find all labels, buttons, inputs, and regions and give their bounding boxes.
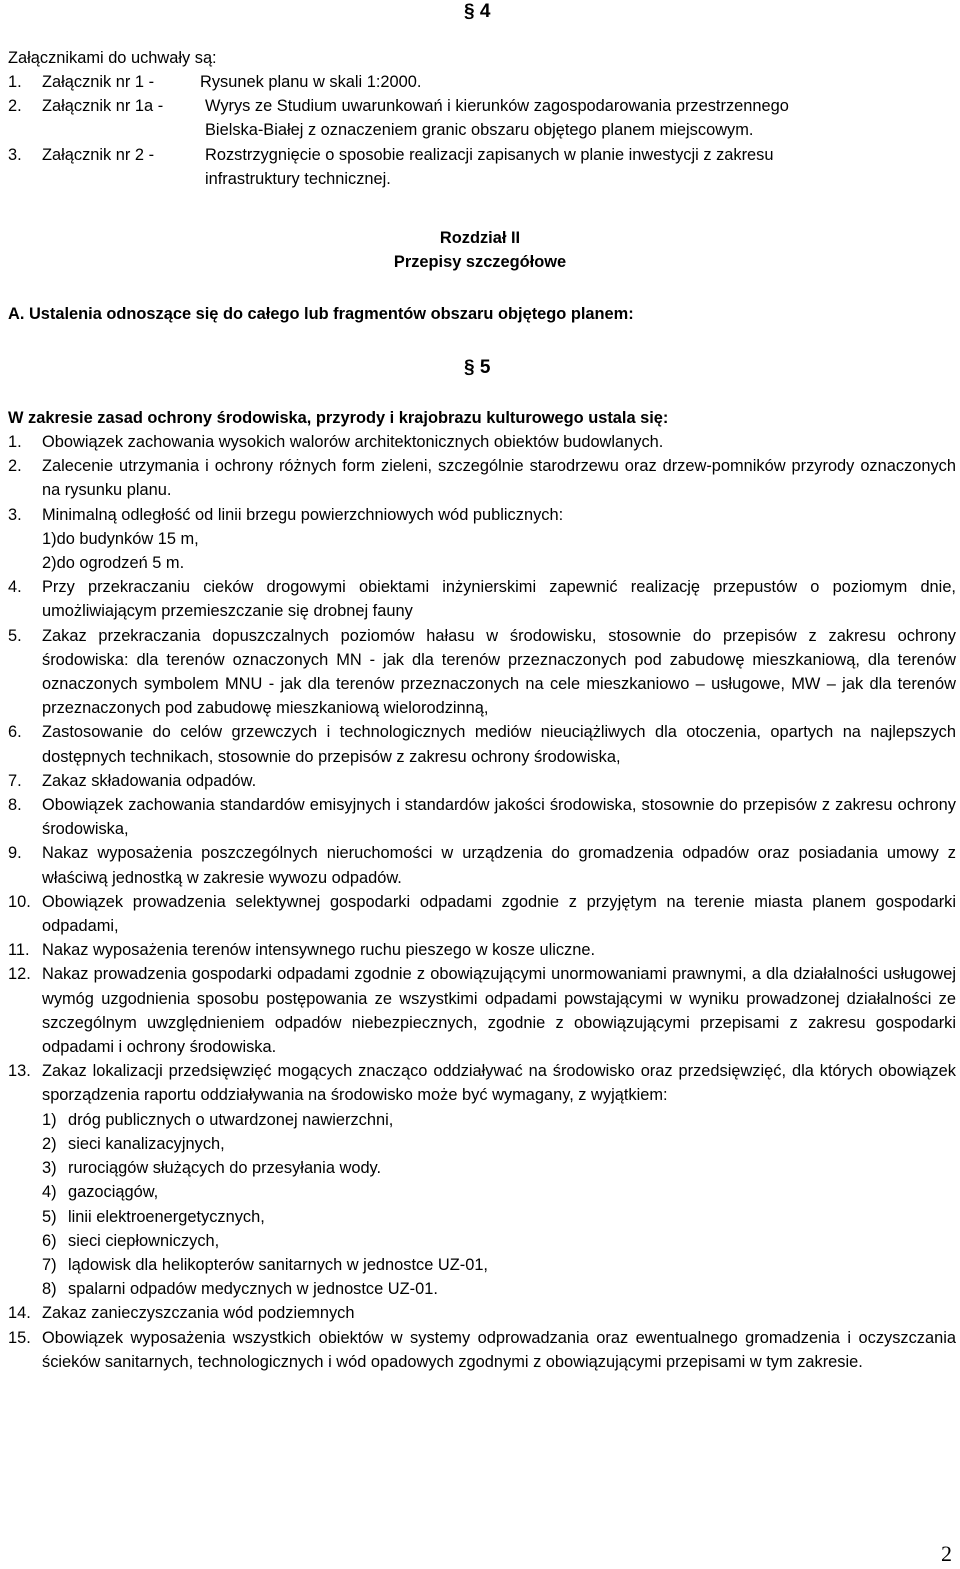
- attachment-item: [8, 70, 956, 94]
- item-text: Obowiązek wyposażenia wszystkich obiektów w systemy odprowadzania oraz ewentualnego gromadzenia i oczyszczania ścieków sanitarnych, technologicznych i wód opadowych zgodnymi z obowiązującymi przepisami w tym zakresie.: [42, 1328, 956, 1371]
- sub-item-number: 1): [42, 1110, 57, 1129]
- sub-item-text: sieci kanalizacyjnych,: [68, 1134, 225, 1153]
- item-number: 3.: [8, 505, 22, 524]
- sub-item-text: sieci ciepłowniczych,: [68, 1231, 220, 1250]
- attachment-item: [8, 143, 956, 191]
- item-number: 7.: [8, 771, 22, 790]
- sub-item-number: 5): [42, 1207, 57, 1226]
- item-number: 15.: [8, 1328, 31, 1347]
- attachment-label: Załącznik nr 1a -: [42, 97, 164, 116]
- sub-item-number: 2): [42, 554, 57, 573]
- item-text: Zalecenie utrzymania i ochrony różnych form zieleni, szczególnie starodrzewu oraz drzew-pomników przyrody oznaczonych na rysunku planu.: [42, 457, 956, 500]
- chapter-subtitle: Przepisy szczegółowe: [393, 253, 567, 271]
- list-item: [8, 624, 956, 721]
- item-number: 2.: [8, 457, 22, 476]
- sub-item-text: do budynków 15 m,: [56, 529, 199, 548]
- sub-item: [42, 1108, 956, 1132]
- chapter-title: Rozdział II: [439, 229, 521, 247]
- attachment-number: 3.: [8, 145, 22, 164]
- list-item: [8, 1301, 956, 1325]
- attachments-intro: Załącznikami do uchwały są:: [8, 49, 217, 67]
- list-item: [8, 1326, 956, 1374]
- sub-item-number: 6): [42, 1231, 57, 1250]
- list-item: [8, 938, 956, 962]
- sub-item-number: 7): [42, 1255, 57, 1274]
- item-text: Zastosowanie do celów grzewczych i technologicznych mediów nieuciążliwych dla otoczenia, opartych na najlepszych dostępnych technikach, stosownie do przepisów z zakresu ochrony środowiska,: [42, 723, 956, 766]
- sub-item-number: 1): [42, 529, 57, 548]
- sub-item-number: 4): [42, 1183, 57, 1202]
- item-text: Obowiązek prowadzenia selektywnej gospodarki odpadami zgodnie z przyjętym na terenie miasta planem gospodarki odpadami,: [42, 892, 956, 936]
- sub-item-text: dróg publicznych o utwardzonej nawierzchni,: [68, 1110, 394, 1129]
- attachment-number: 1.: [8, 73, 22, 91]
- list-item: [8, 430, 956, 454]
- attachment-number: 2.: [8, 97, 22, 116]
- item-number: 4.: [8, 578, 22, 597]
- list-item: [8, 841, 956, 889]
- item-number: 1.: [8, 433, 22, 451]
- item-number: 8.: [8, 796, 22, 815]
- sub-item: [42, 1156, 956, 1180]
- item-text: Nakaz wyposażenia terenów intensywnego ruchu pieszego w kosze uliczne.: [42, 941, 596, 960]
- attachment-label: Załącznik nr 2 -: [42, 145, 155, 164]
- item-number: 6.: [8, 723, 22, 742]
- sub-item: [42, 527, 956, 551]
- sub-item-text: rurociągów służących do przesyłania wody.: [68, 1159, 382, 1178]
- sub-item-text: lądowisk dla helikopterów sanitarnych w jednostce UZ-01,: [68, 1255, 488, 1274]
- list-item: [8, 503, 956, 576]
- section-5-heading: § 5: [464, 357, 491, 378]
- page-number: 2: [941, 1541, 952, 1566]
- sub-item: [42, 1180, 956, 1204]
- sub-item-text: gazociągów,: [68, 1183, 159, 1202]
- attachment-text: Rozstrzygnięcie o sposobie realizacji zapisanych w planie inwestycji z zakresu: [205, 145, 774, 164]
- part-a-heading: A. Ustalenia odnoszące się do całego lub fragmentów obszaru objętego planem:: [8, 305, 634, 323]
- sub-item-number: 3): [42, 1159, 57, 1178]
- list-item: [8, 454, 956, 502]
- attachment-item: [8, 94, 956, 142]
- item-text: Zakaz przekraczania dopuszczalnych poziomów hałasu w środowisku, stosownie do przepisów z zakresu ochrony środowiska: dla terenów oznaczonych MN - jak dla terenów przeznaczonych pod zabudowę mieszkaniową, dla terenów oznaczonych symbolem MNU - jak dla terenów przeznaczonych na cele mieszkaniowo – usługowe, MW – jak dla terenów przeznaczonych pod zabudowę mieszkaniową wielorodzinną,: [42, 626, 956, 718]
- sub-item-text: do ogrodzeń 5 m.: [56, 554, 185, 573]
- attachment-text-continued: infrastruktury technicznej.: [205, 169, 391, 188]
- item-number: 9.: [8, 844, 22, 863]
- list-item: [8, 962, 956, 1059]
- sub-item-number: 8): [42, 1280, 57, 1299]
- item-text: Zakaz lokalizacji przedsięwzięć mogących znacząco oddziaływać na środowisko oraz przedsięwzięć, dla których obowiązek sporządzenia raportu oddziaływania na środowisko może być wymagany, z wyjątkiem:: [42, 1062, 956, 1105]
- attachment-label: Załącznik nr 1 -: [42, 73, 155, 91]
- item-number: 5.: [8, 626, 22, 645]
- item-number: 14.: [8, 1304, 31, 1323]
- section-5-list: [8, 430, 956, 1374]
- section-5-intro: W zakresie zasad ochrony środowiska, przyrody i krajobrazu kulturowego ustala się:: [8, 409, 669, 427]
- sub-item-text: spalarni odpadów medycznych w jednostce UZ-01.: [68, 1280, 438, 1299]
- sub-item: [42, 1253, 956, 1277]
- list-item: [8, 890, 956, 938]
- item-text: Przy przekraczaniu cieków drogowymi obiektami inżynierskimi zapewnić realizację przepustów o poziomym dnie, umożliwiającym przemieszczanie się drobnej fauny: [42, 578, 956, 621]
- item-text: Zakaz zanieczyszczania wód podziemnych: [42, 1304, 355, 1323]
- list-item: [8, 769, 956, 793]
- item-number: 11.: [8, 941, 30, 960]
- item-number: 12.: [8, 965, 31, 984]
- item-text: Nakaz wyposażenia poszczególnych nieruchomości w urządzenia do gromadzenia odpadów oraz posiadania umowy z właściwą jednostką w zakresie wywozu odpadów.: [42, 844, 956, 887]
- item-text: Minimalną odległość od linii brzegu powierzchniowych wód publicznych:: [42, 505, 564, 524]
- item-text: Nakaz prowadzenia gospodarki odpadami zgodnie z obowiązującymi unormowaniami prawnymi, a dla działalności usługowej wymóg uzgodnienia sposobu postępowania ze wszystkimi odpadami powstającymi w wyniku prowadzonej działalności ze szczególnym uwzględnieniem odpadów niebezpiecznych, zgodnie z obowiązującymi przepisami z zakresu gospodarki odpadami i ochrony środowiska.: [42, 965, 956, 1057]
- item-number: 10.: [8, 892, 31, 911]
- attachment-text: Wyrys ze Studium uwarunkowań i kierunków zagospodarowania przestrzennego: [205, 97, 789, 116]
- item-text: Zakaz składowania odpadów.: [42, 771, 257, 790]
- sub-item-text: linii elektroenergetycznych,: [68, 1207, 265, 1226]
- item-text: Obowiązek zachowania standardów emisyjnych i standardów jakości środowiska, stosownie do przepisów z zakresu ochrony środowiska,: [42, 796, 956, 839]
- section-4-heading: § 4: [464, 1, 491, 22]
- item-text: Obowiązek zachowania wysokich walorów architektonicznych obiektów budowlanych.: [42, 433, 664, 451]
- attachments-list: [8, 70, 956, 191]
- list-item: [8, 1059, 956, 1301]
- list-item: [8, 720, 956, 768]
- sub-item: [42, 551, 956, 575]
- attachment-text: Rysunek planu w skali 1:2000.: [200, 73, 422, 91]
- attachment-text-continued: Bielska-Białej z oznaczeniem granic obszaru objętego planem miejscowym.: [205, 121, 754, 140]
- item-number: 13.: [8, 1062, 31, 1081]
- list-item: [8, 575, 956, 623]
- sub-item: [42, 1229, 956, 1253]
- sub-item: [42, 1205, 956, 1229]
- sub-item: [42, 1132, 956, 1156]
- list-item: [8, 793, 956, 841]
- sub-item: [42, 1277, 956, 1301]
- sub-item-number: 2): [42, 1134, 57, 1153]
